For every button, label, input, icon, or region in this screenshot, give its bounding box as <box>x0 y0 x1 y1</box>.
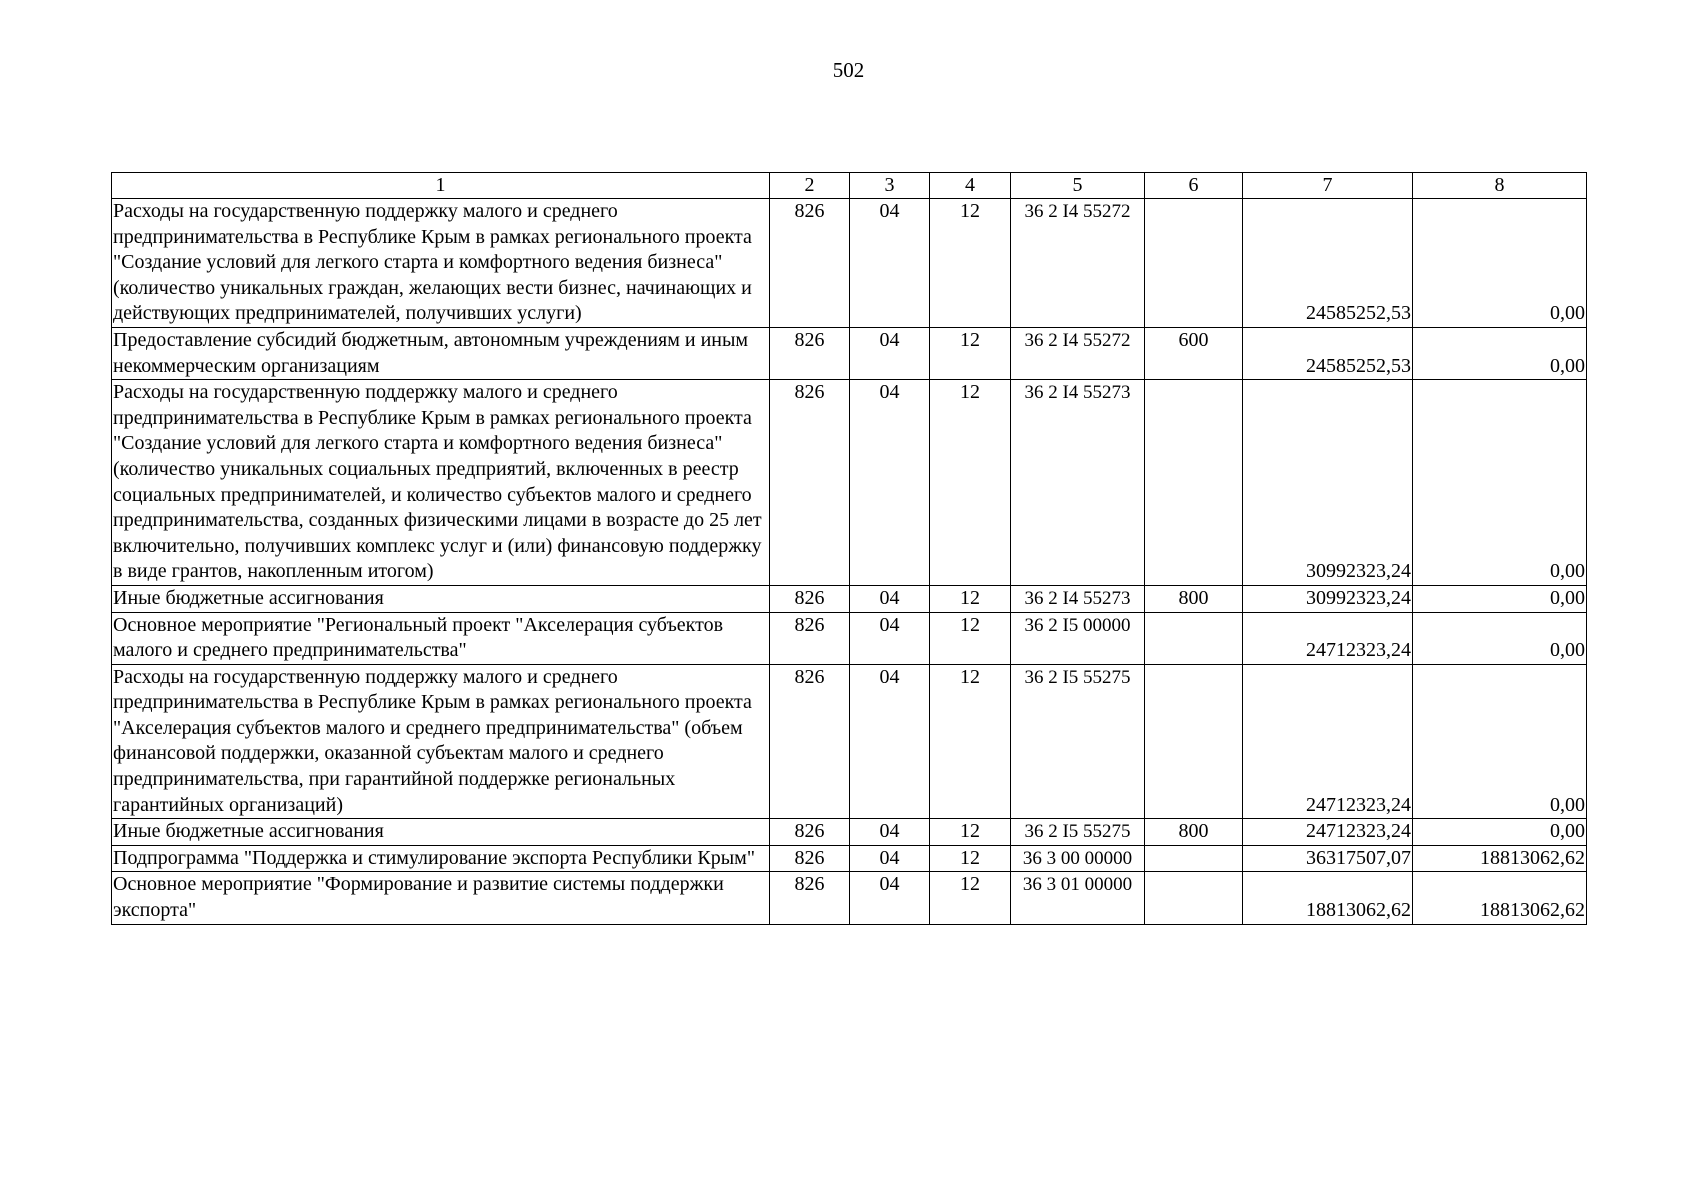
ministry-code: 826 <box>770 199 850 328</box>
table-row <box>112 872 1587 924</box>
expense-type-code <box>1145 872 1243 924</box>
expense-type-code <box>1145 845 1243 872</box>
amount-col8: 0,00 <box>1413 612 1587 664</box>
header-cell: 2 <box>770 173 850 199</box>
target-code: 36 2 I5 55275 <box>1011 664 1145 819</box>
amount-col8: 0,00 <box>1413 199 1587 328</box>
section-code: 04 <box>850 199 930 328</box>
item-name: Основное мероприятие "Региональный проект "Акселерация субъектов малого и среднего предпринимательства" <box>112 612 770 664</box>
expense-type-code: 600 <box>1145 327 1243 379</box>
amount-col8: 18813062,62 <box>1413 845 1587 872</box>
amount-col7: 24585252,53 <box>1243 327 1413 379</box>
subsection-code: 12 <box>930 819 1011 846</box>
amount-col8: 0,00 <box>1413 664 1587 819</box>
subsection-code: 12 <box>930 612 1011 664</box>
subsection-code: 12 <box>930 845 1011 872</box>
ministry-code: 826 <box>770 585 850 612</box>
table-row <box>112 585 1587 612</box>
expense-type-code: 800 <box>1145 585 1243 612</box>
budget-table <box>111 172 1587 925</box>
amount-col7: 36317507,07 <box>1243 845 1413 872</box>
section-code: 04 <box>850 872 930 924</box>
section-code: 04 <box>850 819 930 846</box>
header-cell: 5 <box>1011 173 1145 199</box>
expense-type-code <box>1145 612 1243 664</box>
table-row <box>112 327 1587 379</box>
expense-type-code: 800 <box>1145 819 1243 846</box>
target-code: 36 3 01 00000 <box>1011 872 1145 924</box>
table-row <box>112 199 1587 328</box>
section-code: 04 <box>850 380 930 586</box>
section-code: 04 <box>850 845 930 872</box>
table-row <box>112 380 1587 586</box>
table-header-row <box>112 173 1587 199</box>
item-name: Предоставление субсидий бюджетным, автономным учреждениям и иным некоммерческим организациям <box>112 327 770 379</box>
item-name: Расходы на государственную поддержку малого и среднего предпринимательства в Республике Крым в рамках регионального проекта "Создание условий для легкого старта и комфортного ведения бизнеса" (количество уникальных граждан, желающих вести бизнес, начинающих и действующих предпринимателей, получивших услуги) <box>112 199 770 328</box>
amount-col8: 0,00 <box>1413 327 1587 379</box>
table-row <box>112 664 1587 819</box>
section-code: 04 <box>850 612 930 664</box>
subsection-code: 12 <box>930 199 1011 328</box>
amount-col7: 18813062,62 <box>1243 872 1413 924</box>
target-code: 36 3 00 00000 <box>1011 845 1145 872</box>
header-cell: 3 <box>850 173 930 199</box>
amount-col8: 0,00 <box>1413 819 1587 846</box>
amount-col7: 30992323,24 <box>1243 380 1413 586</box>
header-cell: 1 <box>112 173 770 199</box>
amount-col8: 18813062,62 <box>1413 872 1587 924</box>
header-cell: 6 <box>1145 173 1243 199</box>
expense-type-code <box>1145 199 1243 328</box>
ministry-code: 826 <box>770 380 850 586</box>
ministry-code: 826 <box>770 612 850 664</box>
amount-col8: 0,00 <box>1413 380 1587 586</box>
header-cell: 4 <box>930 173 1011 199</box>
ministry-code: 826 <box>770 845 850 872</box>
ministry-code: 826 <box>770 872 850 924</box>
item-name: Основное мероприятие "Формирование и развитие системы поддержки экспорта" <box>112 872 770 924</box>
section-code: 04 <box>850 585 930 612</box>
amount-col8: 0,00 <box>1413 585 1587 612</box>
item-name: Расходы на государственную поддержку малого и среднего предпринимательства в Республике Крым в рамках регионального проекта "Создание условий для легкого старта и комфортного ведения бизнеса" (количество уникальных социальных предприятий, включенных в реестр социальных предпринимателей, и количество субъектов малого и среднего предпринимательства, созданных физическими лицами в возрасте до 25 лет включительно, получивших комплекс услуг и (или) финансовую поддержку в виде грантов, накопленным итогом) <box>112 380 770 586</box>
section-code: 04 <box>850 664 930 819</box>
amount-col7: 24712323,24 <box>1243 819 1413 846</box>
target-code: 36 2 I4 55272 <box>1011 327 1145 379</box>
page-number: 502 <box>832 58 865 82</box>
item-name: Подпрограмма "Поддержка и стимулирование экспорта Республики Крым" <box>112 845 770 872</box>
item-name: Иные бюджетные ассигнования <box>112 819 770 846</box>
target-code: 36 2 I4 55273 <box>1011 380 1145 586</box>
amount-col7: 24712323,24 <box>1243 664 1413 819</box>
header-cell: 8 <box>1413 173 1587 199</box>
subsection-code: 12 <box>930 380 1011 586</box>
header-cell: 7 <box>1243 173 1413 199</box>
target-code: 36 2 I4 55272 <box>1011 199 1145 328</box>
target-code: 36 2 I5 55275 <box>1011 819 1145 846</box>
table-row <box>112 612 1587 664</box>
subsection-code: 12 <box>930 585 1011 612</box>
item-name: Расходы на государственную поддержку малого и среднего предпринимательства в Республике Крым в рамках регионального проекта "Акселерация субъектов малого и среднего предпринимательства" (объем финансовой поддержки, оказанной субъектам малого и среднего предпринимательства, при гарантийной поддержке региональных гарантийных организаций) <box>112 664 770 819</box>
amount-col7: 24712323,24 <box>1243 612 1413 664</box>
expense-type-code <box>1145 380 1243 586</box>
item-name: Иные бюджетные ассигнования <box>112 585 770 612</box>
subsection-code: 12 <box>930 327 1011 379</box>
expense-type-code <box>1145 664 1243 819</box>
target-code: 36 2 I5 00000 <box>1011 612 1145 664</box>
amount-col7: 30992323,24 <box>1243 585 1413 612</box>
ministry-code: 826 <box>770 664 850 819</box>
target-code: 36 2 I4 55273 <box>1011 585 1145 612</box>
subsection-code: 12 <box>930 664 1011 819</box>
table-row <box>112 845 1587 872</box>
ministry-code: 826 <box>770 819 850 846</box>
table-row <box>112 819 1587 846</box>
ministry-code: 826 <box>770 327 850 379</box>
subsection-code: 12 <box>930 872 1011 924</box>
section-code: 04 <box>850 327 930 379</box>
amount-col7: 24585252,53 <box>1243 199 1413 328</box>
